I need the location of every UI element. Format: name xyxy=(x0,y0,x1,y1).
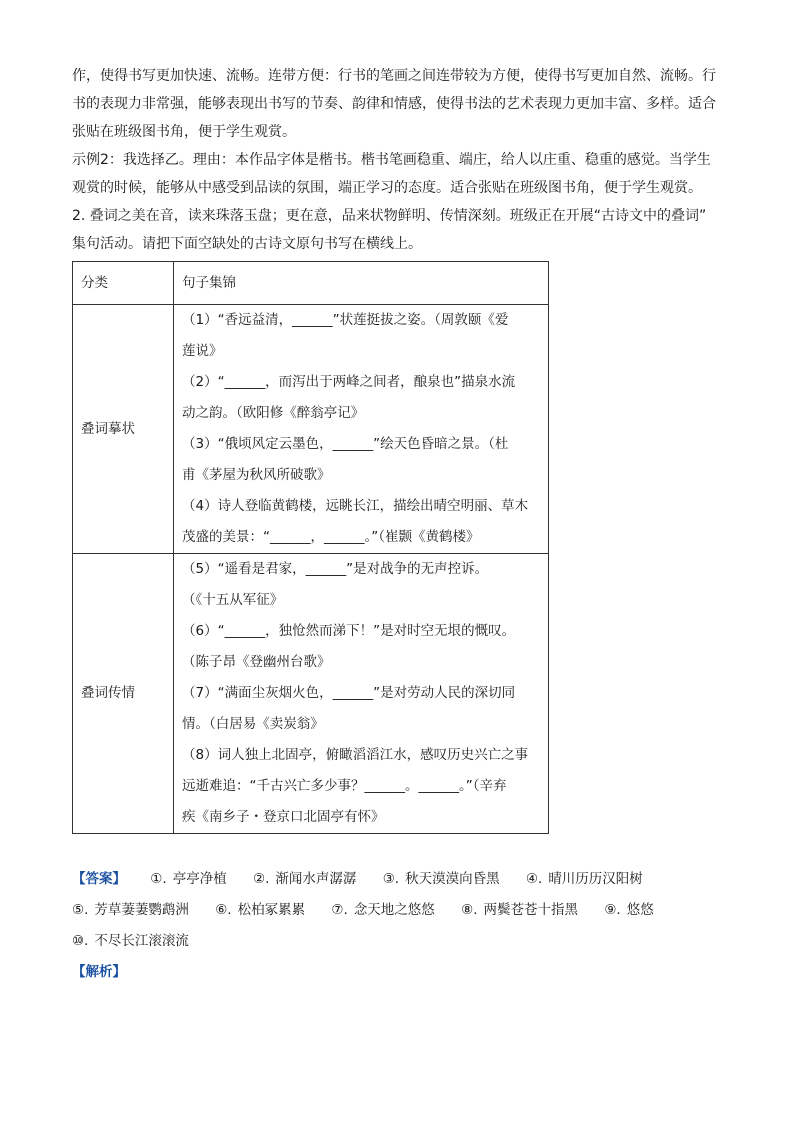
sentence-line: （陈子昂《登幽州台歌》 xyxy=(182,654,331,670)
sentence-line: 动之韵。（欧阳修《醉翁亭记》 xyxy=(182,405,365,421)
sentence-line: （《十五从军征》 xyxy=(182,592,284,608)
answer-text: 两鬓苍苍十指黑 xyxy=(483,902,579,918)
sentence-line: （4）诗人登临黄鹤楼，远眺长江，描绘出晴空明丽、草木 xyxy=(182,498,529,514)
intro-line-4: 示例2：我选择乙。理由：本作品字体是楷书。楷书笔画稳重、端庄，给人以庄重、稳重的感觉。当学生 xyxy=(72,152,711,168)
sentence-line: （7）“满面尘灰烟火色，______”是对劳动人民的深切同 xyxy=(182,685,516,701)
answer-number: ⑤. xyxy=(72,902,89,918)
intro-line-2: 书的表现力非常强，能够表现出书写的节奏、韵律和情感，使得书法的艺术表现力更加丰富、多样。适合 xyxy=(72,96,716,112)
answer-item xyxy=(72,895,189,926)
poem-table xyxy=(72,261,549,834)
table-header-row xyxy=(73,262,549,305)
answer-item xyxy=(72,926,189,957)
answer-number: ⑨. xyxy=(604,902,621,918)
answer-text: 亭亭净植 xyxy=(172,871,227,887)
answer-tag: 【答案】 xyxy=(72,871,126,887)
answer-text: 芳草萋萋鹦鹉洲 xyxy=(94,902,189,918)
answer-item xyxy=(604,895,653,926)
answer-item xyxy=(383,864,500,895)
document-page xyxy=(72,62,722,988)
question-line-1: 2. 叠词之美在音，读来珠落玉盘；更在意，品来状物鲜明、传情深刻。班级正在开展“古诗文中的叠词” xyxy=(72,208,707,224)
answer-text: 秋天漠漠向昏黑 xyxy=(405,871,500,887)
row-category: 叠词传情 xyxy=(73,554,174,834)
question-line-2: 集句活动。请把下面空缺处的古诗文原句书写在横线上。 xyxy=(72,236,422,252)
sentence-line: 莲说》 xyxy=(182,343,223,359)
sentence-line: 甫《茅屋为秋风所破歌》 xyxy=(182,467,331,483)
sentence-line: （1）“香远益清，______”状莲挺拔之姿。（周敦颐《爱 xyxy=(182,312,509,328)
sentence-line: 情。（白居易《卖炭翁》 xyxy=(182,716,324,732)
answer-number: ⑧. xyxy=(461,902,478,918)
table-row xyxy=(73,305,549,554)
sentence-line: 远逝难追：“千古兴亡多少事？______。______。”（辛弃 xyxy=(182,778,507,794)
sentence-line: （8）词人独上北固亭，俯瞰滔滔江水，感叹历史兴亡之事 xyxy=(182,747,529,763)
answer-item xyxy=(461,895,578,926)
sentence-line: 茂盛的美景：“______，______。”（崔颢《黄鹤楼》 xyxy=(182,529,480,545)
sentence-line: （5）“遥看是君家，______”是对战争的无声控诉。 xyxy=(182,561,489,577)
sentence-line: 疾《南乡子・登京口北固亭有怀》 xyxy=(182,809,385,825)
answer-number: ④. xyxy=(525,871,543,887)
row-category: 叠词摹状 xyxy=(73,305,174,554)
answer-text: 渐闻水声潺潺 xyxy=(275,871,357,887)
answer-item xyxy=(331,895,434,926)
answer-item xyxy=(526,864,643,895)
answer-number: ③. xyxy=(382,871,400,887)
answer-number: ⑥. xyxy=(215,902,232,918)
intro-line-5: 观赏的时候，能够从中感受到品读的氛围，端正学习的态度。适合张贴在班级图书角，便于学生观赏。 xyxy=(72,180,702,196)
answer-text: 松柏冢累累 xyxy=(237,902,306,918)
answer-text: 悠悠 xyxy=(626,902,654,918)
answer-item xyxy=(253,864,356,895)
analysis-tag: 【解析】 xyxy=(72,964,126,980)
intro-line-3: 张贴在班级图书角，便于学生观赏。 xyxy=(72,124,296,140)
header-category: 分类 xyxy=(73,262,174,305)
row-sentences xyxy=(174,305,549,554)
answer-number: ②. xyxy=(253,871,270,887)
answer-item xyxy=(150,864,226,895)
header-sentences: 句子集锦 xyxy=(174,262,549,305)
sentence-line: （2）“______，而泻出于两峰之间者，酿泉也”描泉水流 xyxy=(182,374,516,390)
sentence-line: （3）“俄顷风定云墨色，______”绘天色昏暗之景。（杜 xyxy=(182,436,509,452)
row-sentences xyxy=(174,554,549,834)
answer-number: ⑩. xyxy=(72,933,89,949)
answer-number: ①. xyxy=(150,871,167,887)
answer-section xyxy=(72,864,722,957)
answer-text: 不尽长江滚滚流 xyxy=(94,933,189,949)
answer-number: ⑦. xyxy=(331,902,348,918)
sentence-line: （6）“______，独怆然而涕下！”是对时空无垠的慨叹。 xyxy=(182,623,516,639)
answer-text: 念天地之悠悠 xyxy=(353,902,435,918)
intro-line-1: 作，使得书写更加快速、流畅。连带方便：行书的笔画之间连带较为方便，使得书写更加自然、流畅。行 xyxy=(72,68,716,84)
answer-text: 晴川历历汉阳树 xyxy=(548,871,643,887)
table-row xyxy=(73,554,549,834)
answer-item xyxy=(215,895,305,926)
